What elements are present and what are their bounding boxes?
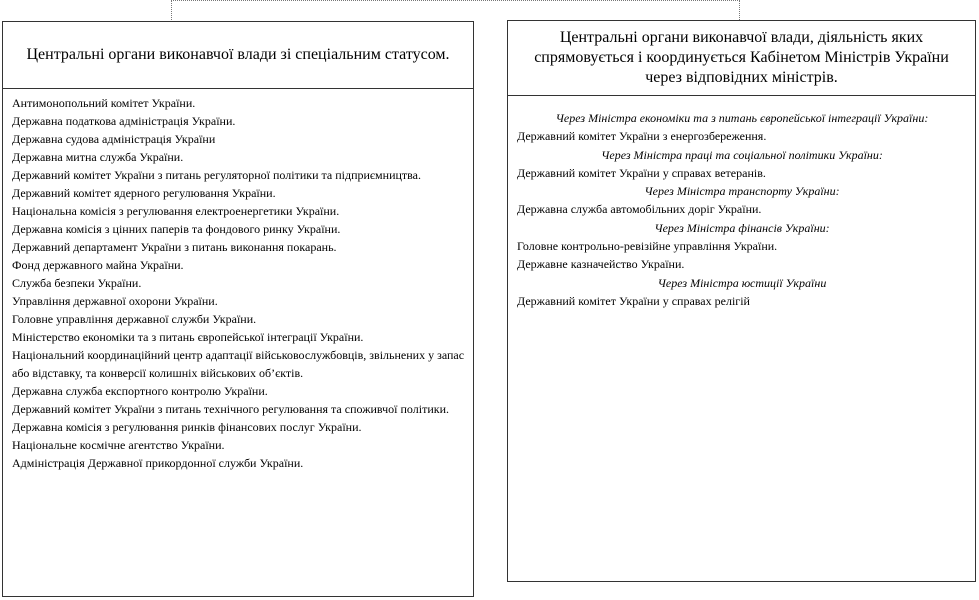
list-item: Управління державної охорони України. (12, 294, 218, 308)
special-status-bodies-box (2, 21, 474, 597)
ministry-group-heading: Через Міністра юстиції України (657, 275, 827, 290)
ministry-group-heading: Через Міністра транспорту України: (644, 184, 840, 199)
list-item: Фонд державного майна України. (12, 258, 184, 272)
connector-bracket (171, 0, 740, 20)
list-item: Антимонопольний комітет України. (12, 96, 196, 110)
list-item: Національний координаційний центр адаптації військовослужбовців, звільнених у запас або відставку, та конверсії колишніх військових об’єктів. (12, 348, 465, 380)
list-item: Державний комітет України з енергозбереження. (517, 129, 767, 144)
ministry-group-heading: Через Міністра праці та соціальної політики України: (601, 147, 883, 162)
ministry-group-heading: Через Міністра фінансів України: (654, 220, 830, 235)
special-status-bodies-title: Центральні органи виконавчої влади зі спеціальним статусом. (3, 22, 473, 89)
list-item: Державна судова адміністрація України (12, 132, 216, 146)
list-item: Державна митна служба України. (12, 150, 184, 164)
list-item: Державний комітет України у справах ветеранів. (517, 165, 766, 180)
list-item: Головне контрольно-ревізійне управління України. (517, 239, 778, 254)
list-item: Державне казначейство України. (517, 257, 685, 272)
list-item: Державний департамент України з питань виконання покарань. (12, 240, 337, 254)
list-item: Державна служба автомобільних доріг України. (517, 202, 762, 217)
list-item: Державний комітет України з питань регуляторної політики та підприємництва. (12, 168, 421, 182)
list-item: Міністерство економіки та з питань європейської інтеграції України. (12, 330, 364, 344)
list-item: Головне управління державної служби України. (12, 312, 257, 326)
list-item: Державний комітет України з питань технічного регулювання та споживчої політики. (12, 402, 449, 416)
ministry-coordinated-bodies-box (507, 20, 976, 582)
list-item: Державний комітет ядерного регулювання України. (12, 186, 276, 200)
ministry-coordinated-bodies-title: Центральні органи виконавчої влади, діяльність яких спрямовується і координується Кабінетом Міністрів України через відповідних міністрів. (508, 21, 975, 96)
special-status-bodies-list (3, 89, 473, 472)
list-item: Служба безпеки України. (12, 276, 142, 290)
list-item: Державна комісія з цінних паперів та фондового ринку України. (12, 222, 341, 236)
list-item: Адміністрація Державної прикордонної служби України. (12, 456, 304, 470)
list-item: Державний комітет України у справах релігій (517, 293, 750, 308)
ministry-coordinated-bodies-list (508, 96, 975, 310)
list-item: Національне космічне агентство України. (12, 438, 225, 452)
list-item: Державна податкова адміністрація України. (12, 114, 236, 128)
list-item: Державна комісія з регулювання ринків фінансових послуг України. (12, 420, 362, 434)
list-item: Державна служба експортного контролю України. (12, 384, 268, 398)
ministry-group-heading: Через Міністра економіки та з питань європейської інтеграції України: (555, 111, 929, 125)
list-item: Національна комісія з регулювання електроенергетики України. (12, 204, 340, 218)
